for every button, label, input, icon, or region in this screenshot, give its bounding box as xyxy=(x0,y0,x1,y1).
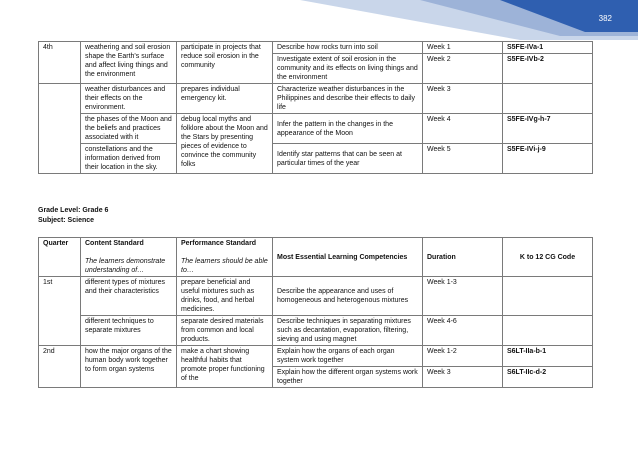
competency-cell: Infer the pattern in the changes in the appearance of the Moon xyxy=(273,114,423,144)
header-competencies: Most Essential Learning Competencies xyxy=(273,238,423,277)
header-cg-code: K to 12 CG Code xyxy=(503,238,593,277)
competency-cell: Describe how rocks turn into soil xyxy=(273,42,423,54)
duration-cell: Week 3 xyxy=(423,84,503,114)
code-cell xyxy=(503,277,593,316)
duration-cell: Week 2 xyxy=(423,54,503,84)
code-cell: S6LT-IIc-d-2 xyxy=(503,367,593,388)
page-number: 382 xyxy=(598,14,612,23)
competency-cell: Describe the appearance and uses of homogeneous and heterogenous mixtures xyxy=(273,277,423,316)
code-cell xyxy=(503,84,593,114)
content-standard-cell: different types of mixtures and their characteristics xyxy=(81,277,177,316)
grade-cell-empty xyxy=(39,84,81,174)
code-cell: S5FE-IVb-2 xyxy=(503,54,593,84)
duration-cell: Week 4-6 xyxy=(423,316,503,346)
code-cell xyxy=(503,316,593,346)
header-content-standard xyxy=(81,238,177,277)
competency-table-grade5 xyxy=(38,41,593,174)
table-header-row xyxy=(39,238,593,277)
header-performance-standard-title: Performance Standard xyxy=(181,240,257,247)
duration-cell: Week 3 xyxy=(423,367,503,388)
duration-cell: Week 1-2 xyxy=(423,346,503,367)
header-performance-standard xyxy=(177,238,273,277)
performance-standard-cell: separate desired materials from common and local products. xyxy=(177,316,273,346)
table-row xyxy=(39,42,593,54)
table-row xyxy=(39,277,593,316)
duration-cell: Week 1-3 xyxy=(423,277,503,316)
header-content-standard-title: Content Standard xyxy=(85,240,144,247)
table-row xyxy=(39,114,593,144)
header-quarter: Quarter xyxy=(39,238,81,277)
competency-cell: Characterize weather disturbances in the Philippines and describe their effects to daily life xyxy=(273,84,423,114)
code-cell: S5FE-IVg-h-7 xyxy=(503,114,593,144)
subject-heading: Subject: Science xyxy=(38,217,95,224)
header-banner xyxy=(0,0,638,40)
code-cell: S5FE-IVi-j-9 xyxy=(503,144,593,174)
competency-table-grade6 xyxy=(38,237,593,388)
table-row xyxy=(39,144,593,174)
performance-standard-cell: debug local myths and folklore about the Moon and the Stars by presenting pieces of evidence to convince the community folks xyxy=(177,114,273,174)
content-standard-cell: constellations and the information derived from their location in the sky. xyxy=(81,144,177,174)
header-content-standard-sub: The learners demonstrate understanding of… xyxy=(85,258,166,274)
performance-standard-cell: prepares individual emergency kit. xyxy=(177,84,273,114)
code-cell: S6LT-IIa-b-1 xyxy=(503,346,593,367)
duration-cell: Week 5 xyxy=(423,144,503,174)
grade-level-heading: Grade Level: Grade 6 xyxy=(38,207,109,214)
quarter-cell: 1st xyxy=(39,277,81,346)
duration-cell: Week 4 xyxy=(423,114,503,144)
content-standard-cell: weathering and soil erosion shape the Earth's surface and affect living things and the environment xyxy=(81,42,177,84)
performance-standard-cell: prepare beneficial and useful mixtures such as drinks, food, and herbal medicines. xyxy=(177,277,273,316)
grade-cell: 4th xyxy=(39,42,81,84)
code-cell: S5FE-IVa-1 xyxy=(503,42,593,54)
content-standard-cell: how the major organs of the human body work together to form organ systems xyxy=(81,346,177,388)
quarter-cell: 2nd xyxy=(39,346,81,388)
header-duration: Duration xyxy=(423,238,503,277)
table-row xyxy=(39,316,593,346)
header-performance-standard-sub: The learners should be able to… xyxy=(181,258,268,274)
table-row xyxy=(39,346,593,367)
competency-cell: Explain how the organs of each organ system work together xyxy=(273,346,423,367)
content-standard-cell: different techniques to separate mixtures xyxy=(81,316,177,346)
duration-cell: Week 1 xyxy=(423,42,503,54)
content-standard-cell: weather disturbances and their effects on the environment. xyxy=(81,84,177,114)
performance-standard-cell: make a chart showing healthful habits that promote proper functioning of the xyxy=(177,346,273,388)
performance-standard-cell: participate in projects that reduce soil erosion in the community xyxy=(177,42,273,84)
table-row xyxy=(39,84,593,114)
competency-cell: Explain how the different organ systems work together xyxy=(273,367,423,388)
competency-cell: Investigate extent of soil erosion in the community and its effects on living things and the environment xyxy=(273,54,423,84)
content-standard-cell: the phases of the Moon and the beliefs and practices associated with it xyxy=(81,114,177,144)
competency-cell: Identify star patterns that can be seen at particular times of the year xyxy=(273,144,423,174)
competency-cell: Describe techniques in separating mixtures such as decantation, evaporation, filtering, sieving and using magnet xyxy=(273,316,423,346)
